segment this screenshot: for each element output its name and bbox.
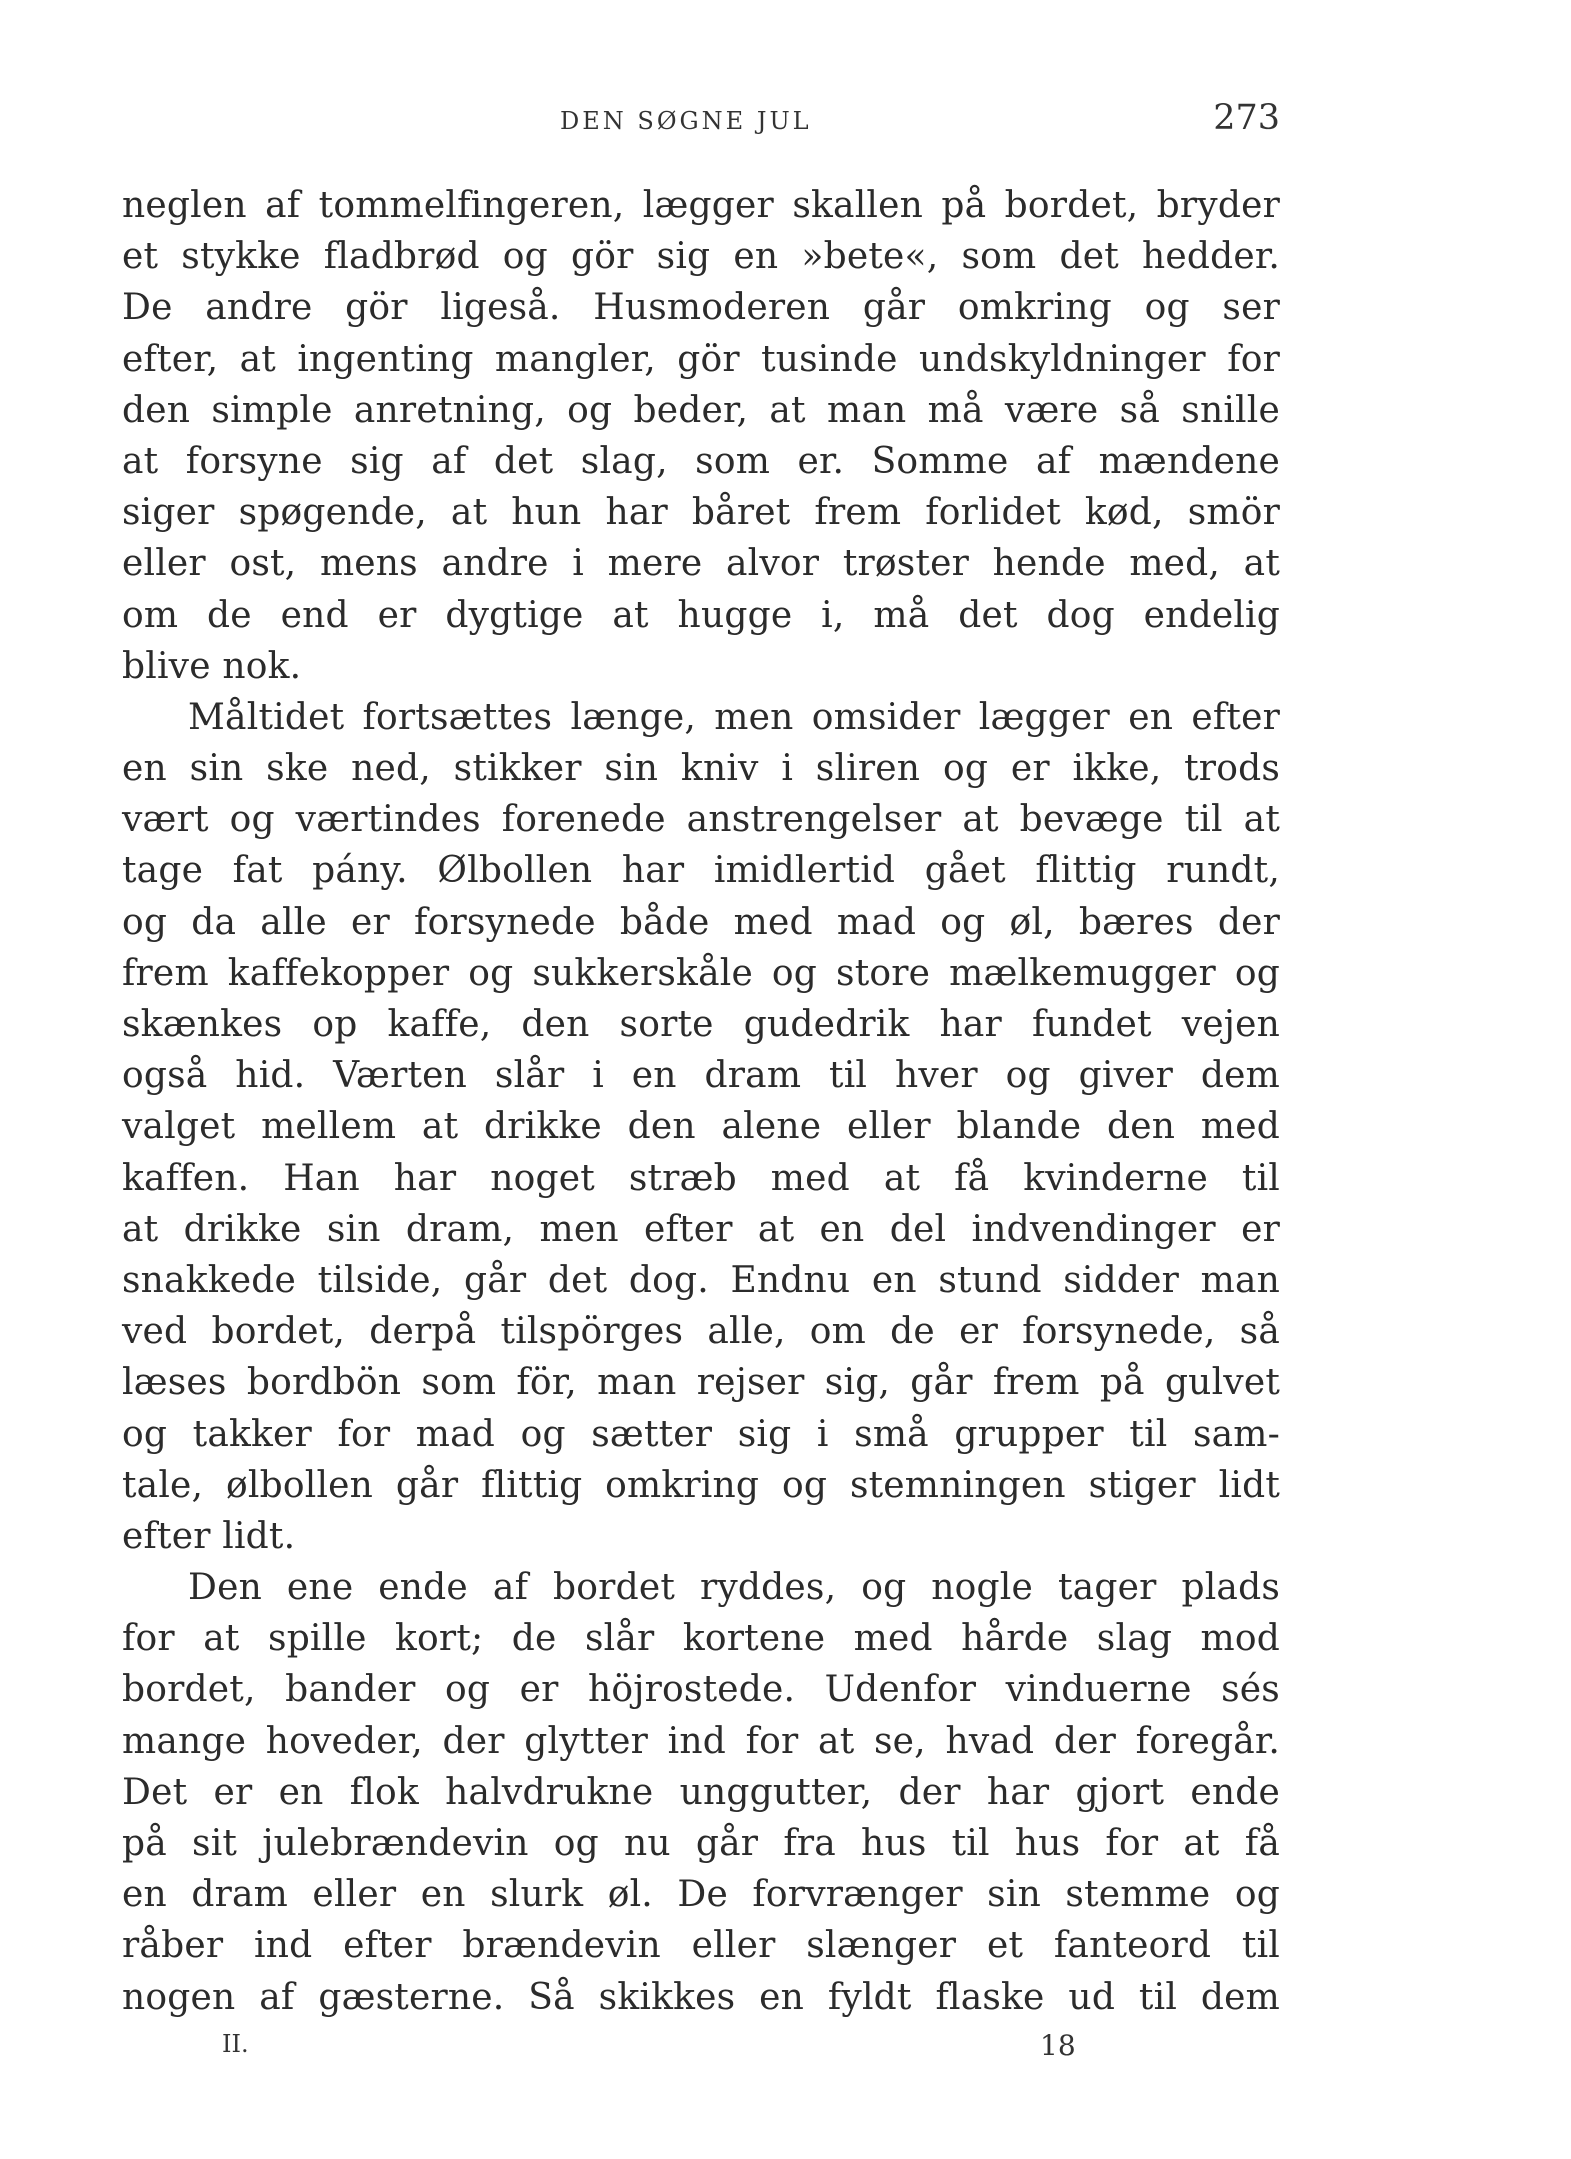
text-line: skænkes op kaffe, den sorte gudedrik har fundet vejen [122,1004,1280,1045]
text-line: valget mellem at drikke den alene eller blande den med [122,1106,1280,1148]
text-line: efter, at ingenting mangler, gör tusinde undskyldninger for [122,338,1280,380]
text-line: en sin ske ned, stikker sin kniv i sliren og er ikke, trods [122,748,1280,790]
running-title: DEN SØGNE JUL [560,107,812,135]
signature-mark: II. [222,2030,249,2058]
text-line: Den ene ende af bordet ryddes, og nogle tager plads [188,1567,1280,1609]
text-line: eller ost, mens andre i mere alvor trøster hende med, at [122,543,1280,585]
sheet-number: 18 [1040,2029,1076,2062]
text-line: Det er en flok halvdrukne unggutter, der har gjort ende [122,1771,1280,1813]
body-text [122,180,1280,2023]
text-line: nogen af gæsterne. Så skikkes en fyldt flaske ud til dem [122,1976,1280,2018]
text-line: læses bordbön som för, man rejser sig, går frem på gulvet [122,1362,1280,1404]
text-line: blive nok. [122,645,302,687]
text-line: efter lidt. [122,1515,296,1557]
text-line: kaffen. Han har noget stræb med at få kvinderne til [122,1157,1280,1199]
paragraph [122,180,1280,692]
text-line: neglen af tommelfingeren, lægger skallen på bordet, bryder [122,185,1280,226]
text-line: om de end er dygtige at hugge i, må det dog endelig [122,594,1280,636]
text-line: den simple anretning, og beder, at man må være så snille [122,389,1280,431]
text-line: for at spille kort; de slår kortene med hårde slag mod [122,1618,1280,1660]
text-line: De andre gör ligeså. Husmoderen går omkring og ser [122,287,1280,329]
text-line: bordet, bander og er höjrostede. Udenfor vinduerne sés [122,1669,1280,1711]
text-line: at drikke sin dram, men efter at en del indvendinger er [122,1208,1280,1250]
text-line: på sit julebrændevin og nu går fra hus til hus for at få [122,1823,1280,1864]
text-line: frem kaffekopper og sukkerskåle og store mælkemugger og [122,952,1280,994]
text-line: snakkede tilside, går det dog. Endnu en stund sidder man [122,1259,1280,1301]
paragraph [122,692,1280,1562]
text-line: at forsyne sig af det slag, som er. Somme af mændene [122,440,1280,482]
page-number: 273 [1213,98,1280,138]
text-line: tage fat pány. Ølbollen har imidlertid gået flittig rundt, [122,850,1280,892]
text-line: tale, ølbollen går flittig omkring og stemningen stiger lidt [122,1464,1280,1506]
text-line: råber ind efter brændevin eller slænger et fanteord til [122,1925,1280,1967]
paragraph [122,1562,1280,2023]
text-line: og takker for mad og sætter sig i små grupper til sam- [122,1413,1280,1455]
text-line: vært og værtindes forenede anstrengelser at bevæge til at [122,799,1280,841]
text-line: siger spøgende, at hun har båret frem forlidet kød, smör [122,492,1280,534]
text-line: Måltidet fortsættes længe, men omsider lægger en efter [188,696,1280,738]
text-line: ved bordet, derpå tilspörges alle, om de er forsynede, så [122,1311,1280,1353]
text-line: en dram eller en slurk øl. De forvrænger sin stemme og [122,1874,1280,1916]
text-line: mange hoveder, der glytter ind for at se, hvad der foregår. [122,1720,1280,1762]
text-line: et stykke fladbrød og gör sig en »bete«, som det hedder. [122,236,1280,278]
text-line: også hid. Værten slår i en dram til hver og giver dem [122,1055,1280,1097]
text-line: og da alle er forsynede både med mad og øl, bæres der [122,901,1280,943]
